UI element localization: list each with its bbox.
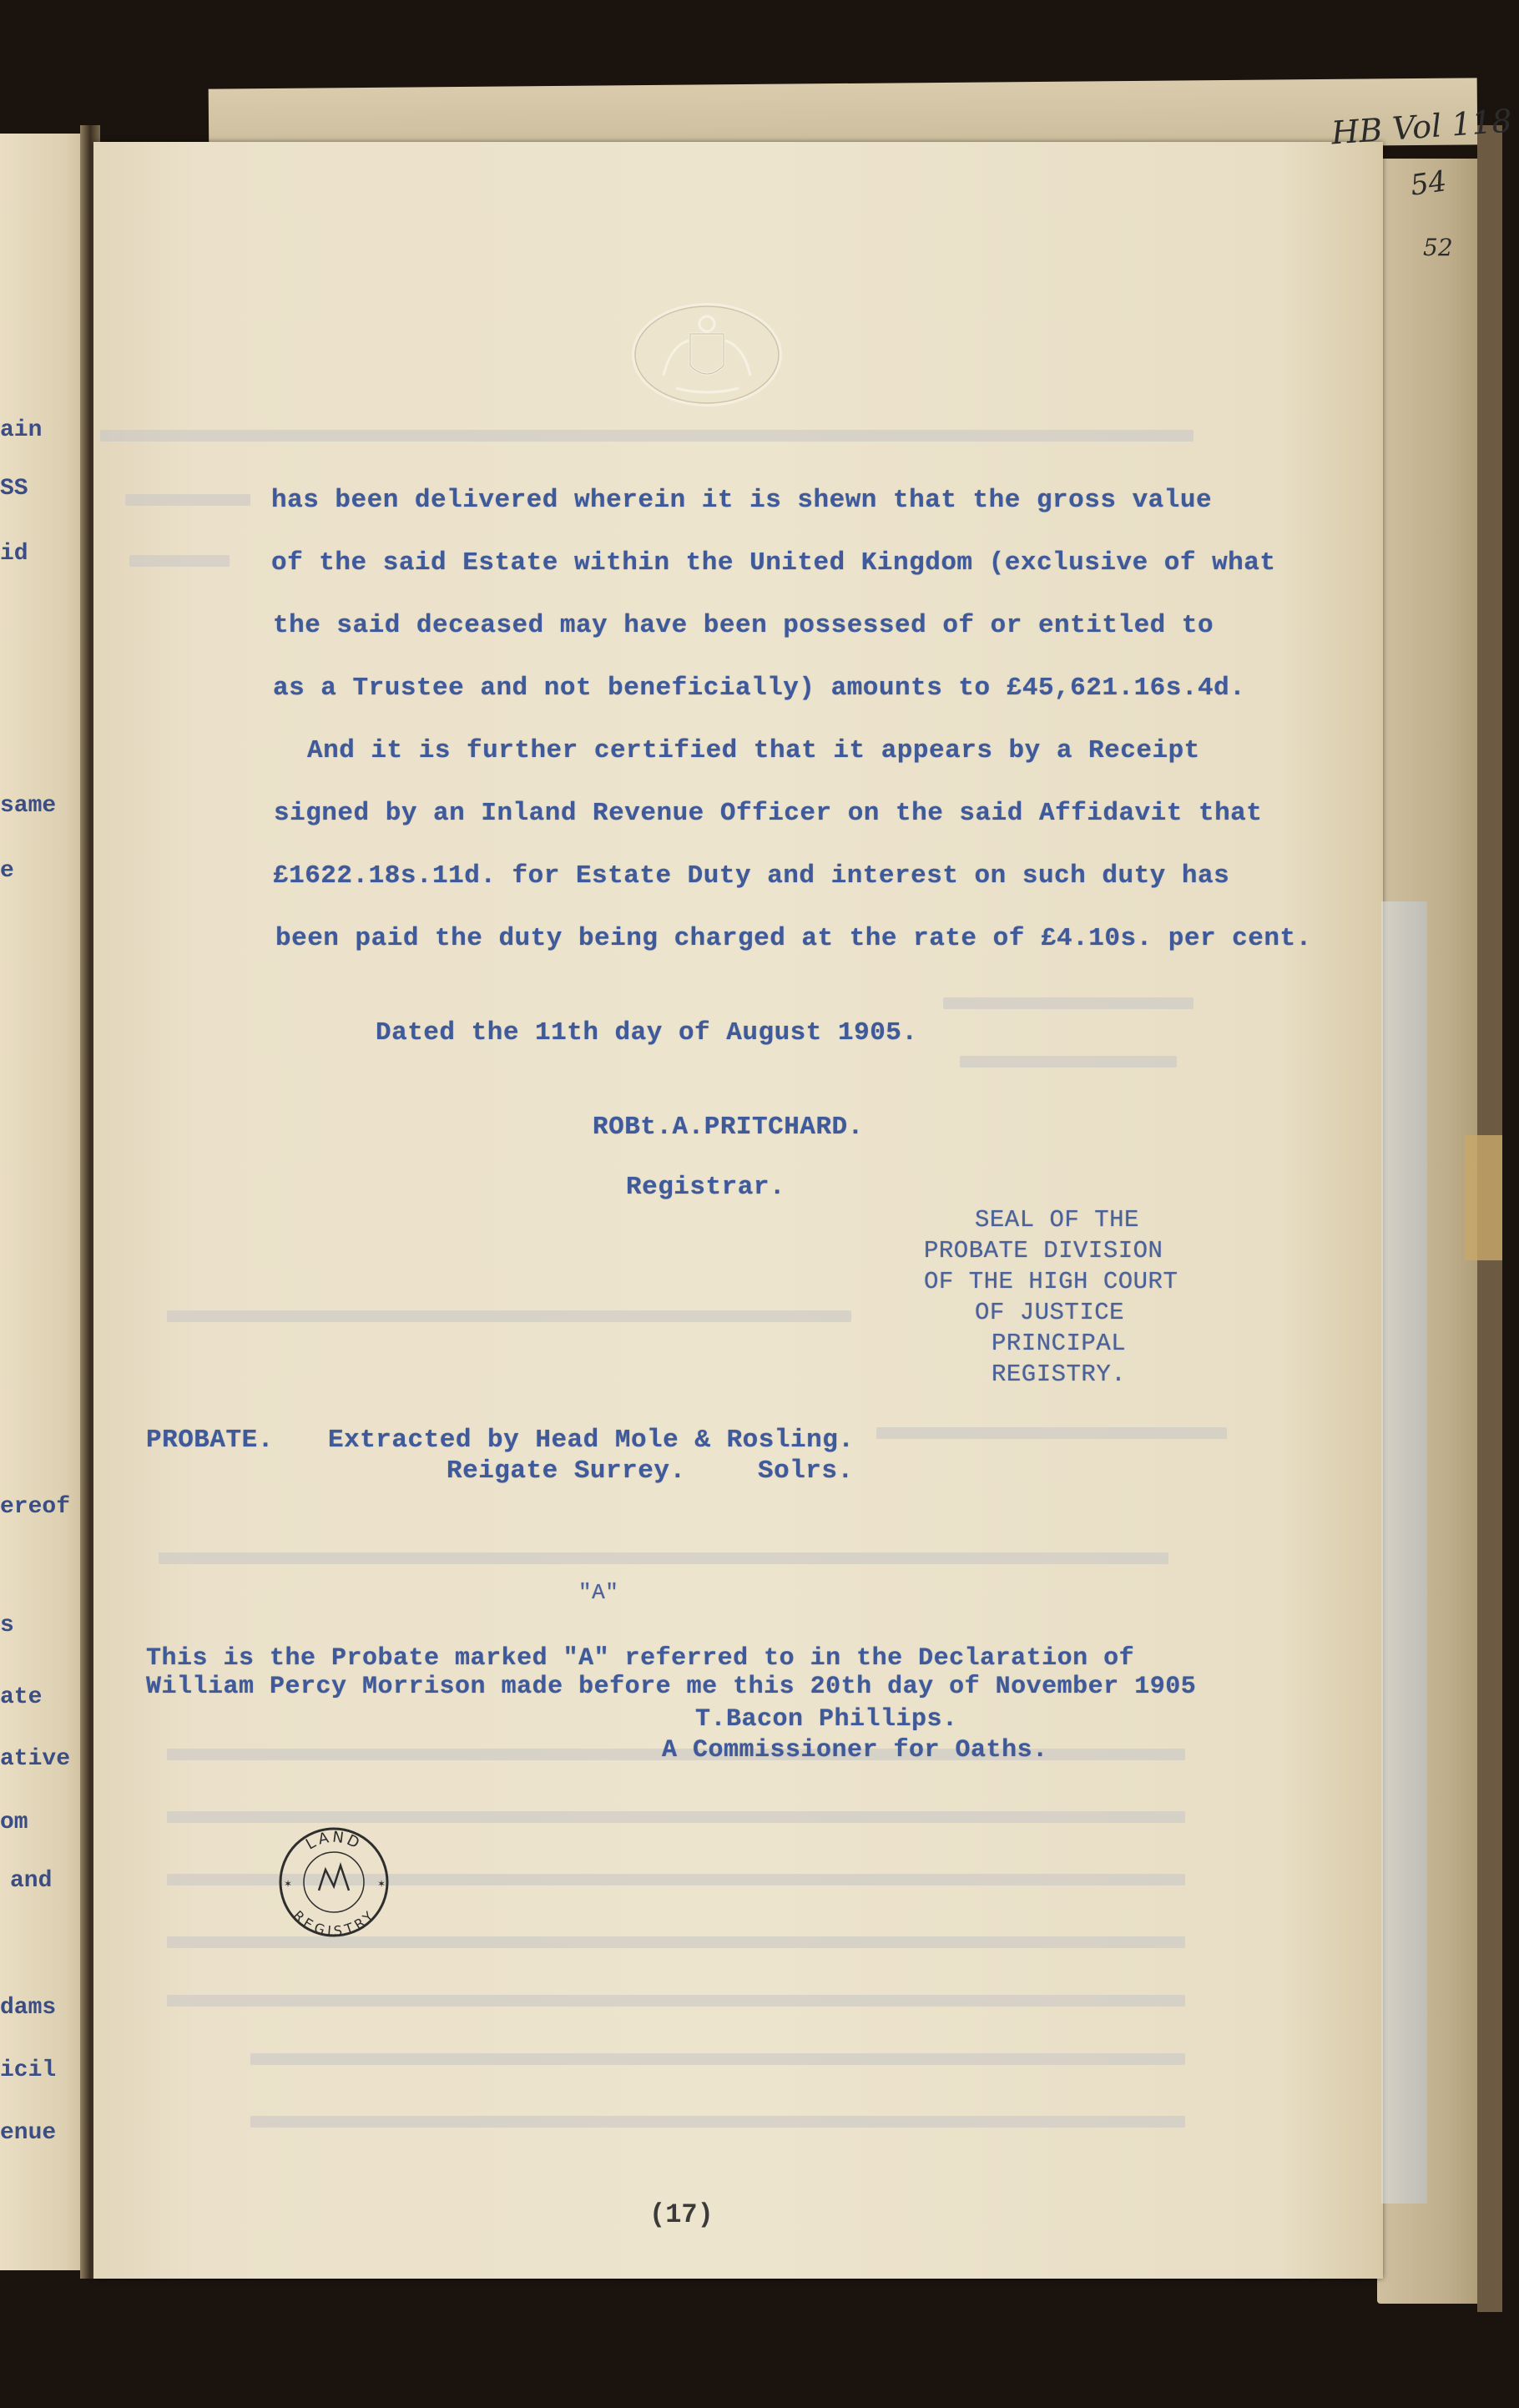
extract-line: Reigate Surrey. — [447, 1456, 686, 1486]
body-line: the said deceased may have been possessed of or entitled to — [273, 611, 1214, 640]
seal-line: OF JUSTICE — [975, 1299, 1125, 1326]
tape-strip — [1465, 1135, 1502, 1260]
stamp-text-top: LAND — [303, 1828, 365, 1854]
folio-number: 54 — [1408, 164, 1449, 203]
folio-number: 52 — [1423, 234, 1453, 261]
body-line: has been delivered wherein it is shewn that the gross value — [271, 486, 1213, 515]
show-through-text — [125, 494, 250, 506]
seal-line: PROBATE DIVISION — [924, 1237, 1163, 1265]
seal-line: OF THE HIGH COURT — [924, 1268, 1178, 1295]
left-fragment: ate — [0, 1684, 43, 1710]
document-page — [93, 142, 1383, 2279]
body-line: of the said Estate within the United Kingdom (exclusive of what — [271, 548, 1276, 578]
show-through-text — [159, 1552, 1168, 1564]
seal-line: REGISTRY. — [992, 1360, 1127, 1388]
left-fragment: om — [0, 1810, 28, 1835]
left-fragment: and — [10, 1868, 53, 1894]
extract-solicitor: Solrs. — [758, 1456, 854, 1486]
show-through-text — [250, 2116, 1185, 2128]
left-fragment: ative — [0, 1746, 71, 1772]
stamp-text-bottom: REGISTRY — [290, 1907, 378, 1940]
mylar-repair-strip — [1381, 901, 1427, 2204]
extract-heading: PROBATE. — [146, 1426, 274, 1455]
exhibit-line: T.Bacon Phillips. — [695, 1705, 958, 1734]
left-page — [0, 134, 92, 2270]
left-fragment: ereof — [0, 1494, 71, 1520]
pencil-volume-note: HB Vol 118 — [1330, 102, 1514, 152]
exhibit-line: A Commissioner for Oaths. — [662, 1736, 1048, 1764]
left-fragment: SS — [0, 476, 28, 502]
show-through-text — [167, 1995, 1185, 2007]
show-through-text — [129, 555, 230, 567]
show-through-text — [960, 1056, 1177, 1068]
show-through-text — [167, 1310, 851, 1322]
left-fragment: e — [0, 858, 14, 884]
signatory-name: ROBt.A.PRITCHARD. — [593, 1113, 864, 1142]
left-fragment: same — [0, 793, 57, 819]
exhibit-line: William Percy Morrison made before me this 20th day of November 1905 — [146, 1673, 1197, 1701]
seal-line: SEAL OF THE — [975, 1206, 1139, 1234]
signatory-title: Registrar. — [626, 1173, 786, 1202]
extract-line: Extracted by Head Mole & Rosling. — [328, 1426, 855, 1455]
body-line: £1622.18s.11d. for Estate Duty and interest on such duty has — [273, 861, 1230, 891]
land-registry-stamp — [275, 1824, 392, 1941]
exhibit-line: This is the Probate marked "A" referred to in the Declaration of — [146, 1644, 1135, 1673]
dated-line: Dated the 11th day of August 1905. — [376, 1018, 918, 1048]
body-line: as a Trustee and not beneficially) amounts to £45,621.16s.4d. — [273, 674, 1246, 703]
page-number: (17) — [649, 2199, 714, 2230]
body-line: been paid the duty being charged at the rate of £4.10s. per cent. — [275, 924, 1312, 953]
body-line: signed by an Inland Revenue Officer on the said Affidavit that — [274, 799, 1263, 828]
exhibit-mark: "A" — [578, 1580, 619, 1605]
embossed-crest — [630, 300, 785, 409]
star-mark: ✶ — [377, 1878, 386, 1890]
left-fragment: ain — [0, 417, 43, 443]
left-fragment: id — [0, 541, 28, 567]
left-fragment: dams — [0, 1995, 57, 2021]
left-fragment: enue — [0, 2120, 57, 2146]
show-through-text — [100, 430, 1194, 442]
show-through-text — [943, 997, 1194, 1009]
left-fragment: icil — [0, 2057, 57, 2083]
star-mark: ✶ — [284, 1878, 293, 1890]
show-through-text — [250, 2053, 1185, 2065]
seal-line: PRINCIPAL — [992, 1330, 1127, 1357]
show-through-text — [167, 1811, 1185, 1823]
left-fragment: s — [0, 1613, 14, 1638]
show-through-text — [876, 1427, 1227, 1439]
body-line: And it is further certified that it appears by a Receipt — [307, 736, 1200, 765]
